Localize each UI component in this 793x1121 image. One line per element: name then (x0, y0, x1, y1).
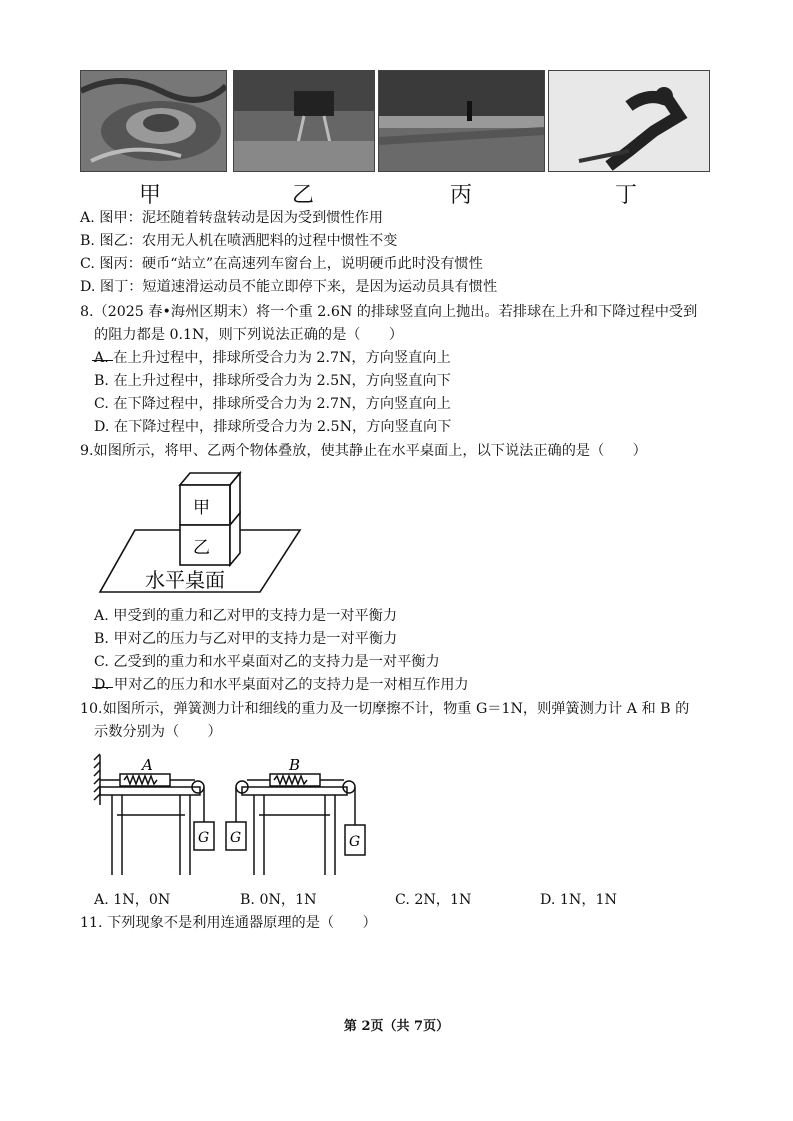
q11-stem: 11. 下列现象不是利用连通器原理的是（ ） (80, 915, 377, 931)
q7-option-d: D. 图丁：短道速滑运动员不能立即停下来，是因为运动员具有惯性 (80, 279, 498, 295)
q9-stem: 9.如图所示，将甲、乙两个物体叠放，使其静止在水平桌面上，以下说法正确的是（ ） (80, 443, 647, 459)
photo-caption-4: 丁 (615, 183, 638, 208)
q9-block-top-label: 甲 (193, 498, 210, 518)
q10-scale-b-label: B (289, 756, 301, 774)
q8-option-a-text: 在上升过程中，排球所受合力为 2.7N，方向竖直向上 (113, 350, 451, 366)
q7-option-c: C. 图丙：硬币“站立”在高速列车窗台上，说明硬币此时没有惯性 (80, 256, 483, 272)
q10-figure-spring-scales (92, 750, 372, 880)
photo-train-coin (378, 70, 545, 172)
q10-weight-label-1: G (198, 830, 210, 846)
q10-scale-a-label: A (142, 756, 153, 774)
q10-weight-label-2: G (230, 830, 242, 846)
q8-stem-line1: 8.（2025 春•海州区期末）将一个重 2.6N 的排球竖直向上抛出。若排球在上升和下降过程中受到 (80, 304, 698, 320)
q9-block-bottom-label: 乙 (193, 538, 210, 558)
q9-option-d-label: D. (94, 677, 110, 693)
q8-option-a-label: A. (94, 350, 109, 366)
q9-figure-stacked-blocks (95, 465, 305, 595)
photo-caption-2: 乙 (292, 183, 315, 208)
q10-option-b: B. 0N，1N (240, 892, 317, 908)
q10-stem-line1: 10.如图所示，弹簧测力计和细线的重力及一切摩擦不计，物重 G＝1N，则弹簧测力计 A 和 B 的 (80, 701, 690, 717)
q8-option-c: C. 在下降过程中，排球所受合力为 2.7N，方向竖直向上 (94, 396, 451, 412)
q9-option-a: A. 甲受到的重力和乙对甲的支持力是一对平衡力 (94, 608, 398, 624)
q9-surface-label: 水平桌面 (145, 568, 225, 592)
q8-option-a (94, 348, 451, 368)
q10-option-c: C. 2N，1N (395, 892, 472, 908)
photo-speed-skater (548, 70, 710, 172)
q9-option-d (94, 675, 469, 695)
q8-option-b: B. 在上升过程中，排球所受合力为 2.5N，方向竖直向下 (94, 373, 451, 389)
page-footer: 第 2页（共 7页） (343, 1019, 450, 1034)
q10-option-d: D. 1N，1N (540, 892, 617, 908)
q10-stem-line2: 示数分别为（ ） (94, 724, 222, 740)
q9-option-d-text: 甲对乙的压力和水平桌面对乙的支持力是一对相互作用力 (113, 677, 469, 693)
photo-caption-1: 甲 (139, 183, 162, 208)
q7-option-b: B. 图乙：农用无人机在喷洒肥料的过程中惯性不变 (80, 233, 398, 249)
q9-option-c: C. 乙受到的重力和水平桌面对乙的支持力是一对平衡力 (94, 654, 440, 670)
q9-option-b: B. 甲对乙的压力与乙对甲的支持力是一对平衡力 (94, 631, 398, 647)
q8-stem-line2: 的阻力都是 0.1N，则下列说法正确的是（ ） (94, 327, 404, 343)
q8-option-d: D. 在下降过程中，排球所受合力为 2.5N，方向竖直向下 (94, 419, 452, 435)
q7-option-a: A. 图甲：泥坯随着转盘转动是因为受到惯性作用 (80, 210, 384, 226)
photo-caption-3: 丙 (450, 183, 473, 208)
photo-pottery-wheel (80, 70, 227, 172)
photo-drone (233, 70, 375, 172)
q10-option-a: A. 1N，0N (94, 892, 171, 908)
q10-weight-label-3: G (349, 834, 361, 850)
